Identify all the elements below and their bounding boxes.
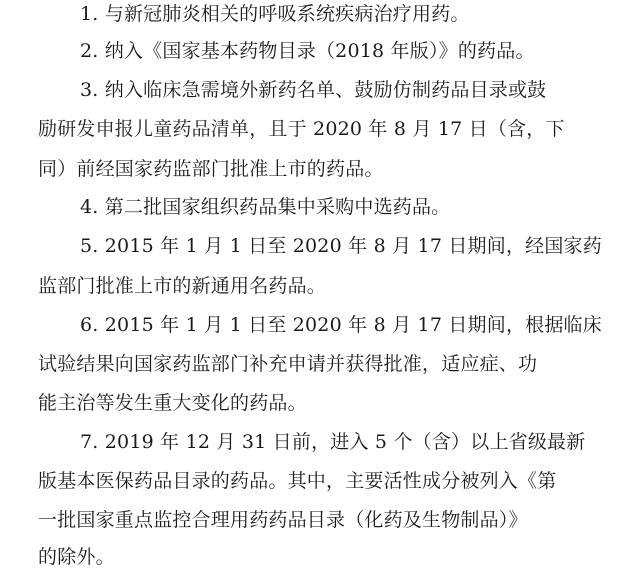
item-1-line-1: 1. 与新冠肺炎相关的呼吸系统疾病治疗用药。 <box>80 3 470 25</box>
item-6-line-2: 试验结果向国家药监部门补充申请并获得批准，适应症、功 <box>38 353 538 375</box>
item-3-line-3: 同）前经国家药监部门批准上市的药品。 <box>38 158 384 180</box>
item-6-line-3: 能主治等发生重大变化的药品。 <box>38 392 307 414</box>
item-2-line-1: 2. 纳入《国家基本药物目录（2018 年版）》的药品。 <box>80 40 535 62</box>
item-7-line-1: 7. 2019 年 12 月 31 日前，进入 5 个（含）以上省级最新 <box>80 431 586 453</box>
item-7-line-2: 版基本医保药品目录的药品。其中，主要活性成分被列入《第 <box>38 470 557 492</box>
item-5-line-2: 监部门批准上市的新通用名药品。 <box>38 275 327 297</box>
item-6-line-1: 6. 2015 年 1 月 1 日至 2020 年 8 月 17 日期间，根据临床 <box>80 314 602 336</box>
item-3-line-2: 励研发申报儿童药品清单，且于 2020 年 8 月 17 日（含，下 <box>38 118 565 140</box>
item-7-line-4: 的除外。 <box>38 546 115 568</box>
item-7-line-3: 一批国家重点监控合理用药药品目录（化药及生物制品）》 <box>38 509 528 531</box>
item-3-line-1: 3. 纳入临床急需境外新药名单、鼓励仿制药品目录或鼓 <box>80 79 547 101</box>
item-5-line-1: 5. 2015 年 1 月 1 日至 2020 年 8 月 17 日期间，经国家药 <box>80 235 602 257</box>
item-4-line-1: 4. 第二批国家组织药品集中采购中选药品。 <box>80 196 451 218</box>
